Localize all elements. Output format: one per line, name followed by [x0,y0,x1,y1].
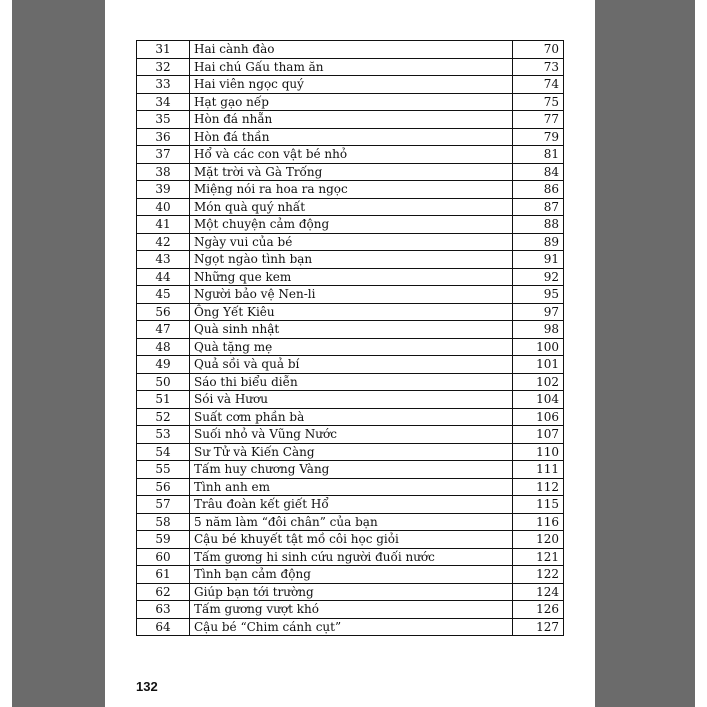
toc-page-cell: 127 [513,618,564,636]
toc-page-cell: 98 [513,321,564,339]
table-row [137,496,564,514]
table-row [137,181,564,199]
left-margin [0,0,12,707]
table-row [137,338,564,356]
toc-page-cell: 95 [513,286,564,304]
table-row [137,443,564,461]
toc-page-cell: 115 [513,496,564,514]
toc-title-cell: Tình anh em [190,478,513,496]
toc-page-cell: 77 [513,111,564,129]
toc-number-cell: 33 [137,76,190,94]
toc-number-cell: 64 [137,618,190,636]
table-row [137,163,564,181]
toc-number-cell: 31 [137,41,190,59]
table-row [137,356,564,374]
table-row [137,548,564,566]
toc-title-cell: Trâu đoàn kết giết Hổ [190,496,513,514]
toc-number-cell: 48 [137,338,190,356]
toc-title-cell: Món quà quý nhất [190,198,513,216]
toc-page-cell: 121 [513,548,564,566]
toc-title-cell: Những que kem [190,268,513,286]
toc-title-cell: Suất cơm phần bà [190,408,513,426]
table-row [137,93,564,111]
toc-page-cell: 86 [513,181,564,199]
toc-title-cell: Ngày vui của bé [190,233,513,251]
toc-number-cell: 35 [137,111,190,129]
toc-page-cell: 70 [513,41,564,59]
toc-page-cell: 101 [513,356,564,374]
toc-title-cell: Ông Yết Kiêu [190,303,513,321]
table-row [137,321,564,339]
toc-page-cell: 74 [513,76,564,94]
table-row [137,286,564,304]
toc-number-cell: 42 [137,233,190,251]
toc-title-cell: Sáo thi biểu diễn [190,373,513,391]
toc-number-cell: 36 [137,128,190,146]
toc-page-cell: 88 [513,216,564,234]
table-row [137,513,564,531]
toc-number-cell: 43 [137,251,190,269]
right-side-band [595,0,695,707]
table-row [137,566,564,584]
table-row [137,251,564,269]
toc-number-cell: 60 [137,548,190,566]
toc-number-cell: 53 [137,426,190,444]
toc-page-cell: 84 [513,163,564,181]
toc-page-cell: 92 [513,268,564,286]
table-row [137,303,564,321]
table-row [137,58,564,76]
table-row [137,233,564,251]
toc-number-cell: 63 [137,601,190,619]
toc-number-cell: 45 [137,286,190,304]
table-row [137,111,564,129]
toc-number-cell: 41 [137,216,190,234]
toc-title-cell: Giúp bạn tới trường [190,583,513,601]
table-row [137,583,564,601]
toc-title-cell: Sói và Hươu [190,391,513,409]
toc-page-cell: 102 [513,373,564,391]
toc-title-cell: Hổ và các con vật bé nhỏ [190,146,513,164]
table-row [137,391,564,409]
table-row [137,41,564,59]
toc-number-cell: 62 [137,583,190,601]
toc-page-cell: 73 [513,58,564,76]
toc-title-cell: Cậu bé “Chim cánh cụt” [190,618,513,636]
table-row [137,478,564,496]
toc-number-cell: 61 [137,566,190,584]
table-row [137,408,564,426]
toc-page-cell: 124 [513,583,564,601]
toc-page-cell: 106 [513,408,564,426]
toc-page-cell: 116 [513,513,564,531]
table-row [137,268,564,286]
toc-number-cell: 58 [137,513,190,531]
table-row [137,146,564,164]
toc-page-cell: 112 [513,478,564,496]
toc-title-cell: Người bảo vệ Nen-li [190,286,513,304]
toc-number-cell: 56 [137,478,190,496]
toc-title-cell: Hòn đá thần [190,128,513,146]
toc-number-cell: 52 [137,408,190,426]
toc-number-cell: 32 [137,58,190,76]
toc-title-cell: Suối nhỏ và Vũng Nước [190,426,513,444]
toc-title-cell: Ngọt ngào tình bạn [190,251,513,269]
toc-page-cell: 126 [513,601,564,619]
toc-page-cell: 110 [513,443,564,461]
toc-number-cell: 37 [137,146,190,164]
toc-title-cell: 5 năm làm “đôi chân” của bạn [190,513,513,531]
toc-number-cell: 57 [137,496,190,514]
toc-page-cell: 91 [513,251,564,269]
toc-body [137,41,564,636]
toc-page-cell: 122 [513,566,564,584]
toc-title-cell: Hai cành đào [190,41,513,59]
toc-title-cell: Quà tặng mẹ [190,338,513,356]
toc-title-cell: Miệng nói ra hoa ra ngọc [190,181,513,199]
document-page [105,0,595,707]
toc-number-cell: 40 [137,198,190,216]
table-row [137,618,564,636]
toc-page-cell: 81 [513,146,564,164]
toc-title-cell: Hai chú Gấu tham ăn [190,58,513,76]
toc-number-cell: 34 [137,93,190,111]
toc-number-cell: 56 [137,303,190,321]
toc-number-cell: 55 [137,461,190,479]
toc-page-cell: 97 [513,303,564,321]
table-row [137,128,564,146]
toc-title-cell: Sư Tử và Kiến Càng [190,443,513,461]
table-row [137,216,564,234]
toc-page-cell: 79 [513,128,564,146]
toc-title-cell: Một chuyện cảm động [190,216,513,234]
toc-title-cell: Hòn đá nhẵn [190,111,513,129]
toc-page-cell: 87 [513,198,564,216]
toc-page-cell: 89 [513,233,564,251]
toc-title-cell: Hai viên ngọc quý [190,76,513,94]
table-row [137,426,564,444]
toc-page-cell: 104 [513,391,564,409]
table-row [137,531,564,549]
toc-title-cell: Quả sồi và quả bí [190,356,513,374]
toc-title-cell: Hạt gạo nếp [190,93,513,111]
table-row [137,601,564,619]
toc-title-cell: Tấm huy chương Vàng [190,461,513,479]
table-row [137,373,564,391]
toc-number-cell: 54 [137,443,190,461]
toc-page-cell: 75 [513,93,564,111]
toc-number-cell: 44 [137,268,190,286]
toc-page-cell: 107 [513,426,564,444]
toc-page-cell: 120 [513,531,564,549]
table-row [137,76,564,94]
toc-number-cell: 51 [137,391,190,409]
toc-number-cell: 38 [137,163,190,181]
toc-title-cell: Cậu bé khuyết tật mồ côi học giỏi [190,531,513,549]
toc-title-cell: Tấm gương vượt khó [190,601,513,619]
page-number: 132 [136,679,158,694]
toc-title-cell: Mặt trời và Gà Trống [190,163,513,181]
toc-number-cell: 47 [137,321,190,339]
toc-title-cell: Tấm gương hi sinh cứu người đuối nước [190,548,513,566]
toc-page-cell: 100 [513,338,564,356]
toc-title-cell: Quà sinh nhật [190,321,513,339]
toc-page-cell: 111 [513,461,564,479]
table-row [137,461,564,479]
toc-number-cell: 50 [137,373,190,391]
toc-number-cell: 49 [137,356,190,374]
table-of-contents [136,40,564,636]
toc-number-cell: 59 [137,531,190,549]
left-side-band [12,0,105,707]
toc-title-cell: Tình bạn cảm động [190,566,513,584]
toc-number-cell: 39 [137,181,190,199]
table-row [137,198,564,216]
